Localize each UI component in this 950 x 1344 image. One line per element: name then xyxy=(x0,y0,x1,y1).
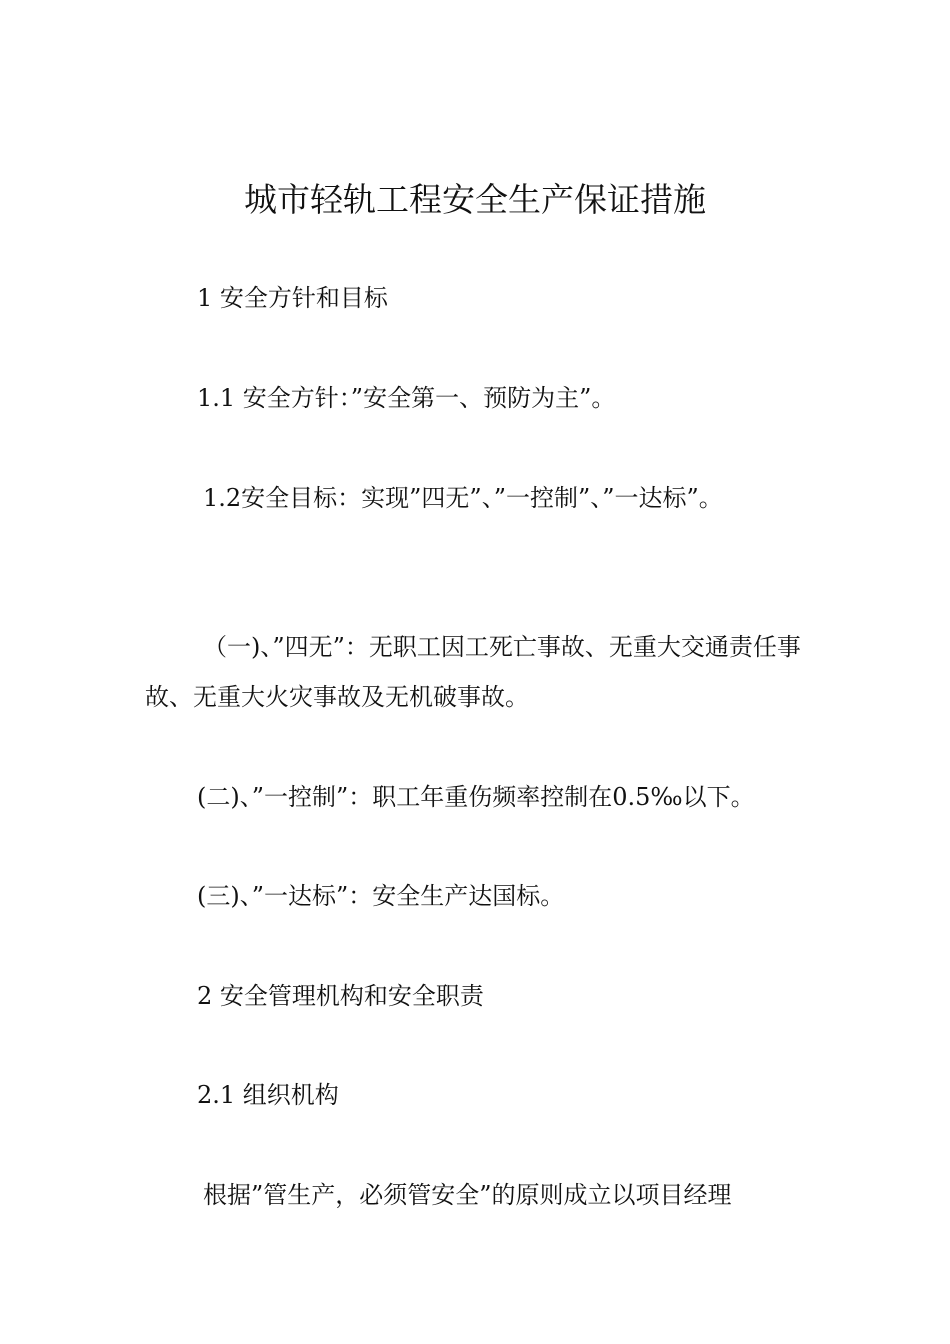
paragraph-safety-policy: 1.1 安全方针：”安全第一、预防为主”。 xyxy=(197,384,616,412)
section-heading-1: 1 安全方针和目标 xyxy=(197,284,388,312)
document-title: 城市轻轨工程安全生产保证措施 xyxy=(244,180,706,219)
section-heading-2: 2 安全管理机构和安全职责 xyxy=(197,982,484,1010)
paragraph-organization: 根据”管生产，必须管安全”的原则成立以项目经理 xyxy=(203,1181,732,1209)
paragraph-four-none: （一)、”四无”：无职工因工死亡事故、无重大交通责任事故、无重大火灾事故及无机破事故。 xyxy=(145,633,801,711)
paragraph-one-control: (二)、”一控制”：职工年重伤频率控制在0.5‰以下。 xyxy=(197,783,755,811)
subsection-heading-2-1: 2.1 组织机构 xyxy=(197,1081,339,1109)
paragraph-one-standard: (三)、”一达标”：安全生产达国标。 xyxy=(197,882,565,910)
paragraph-safety-target: 1.2安全目标：实现”四无”、”一控制”、”一达标”。 xyxy=(203,484,723,512)
